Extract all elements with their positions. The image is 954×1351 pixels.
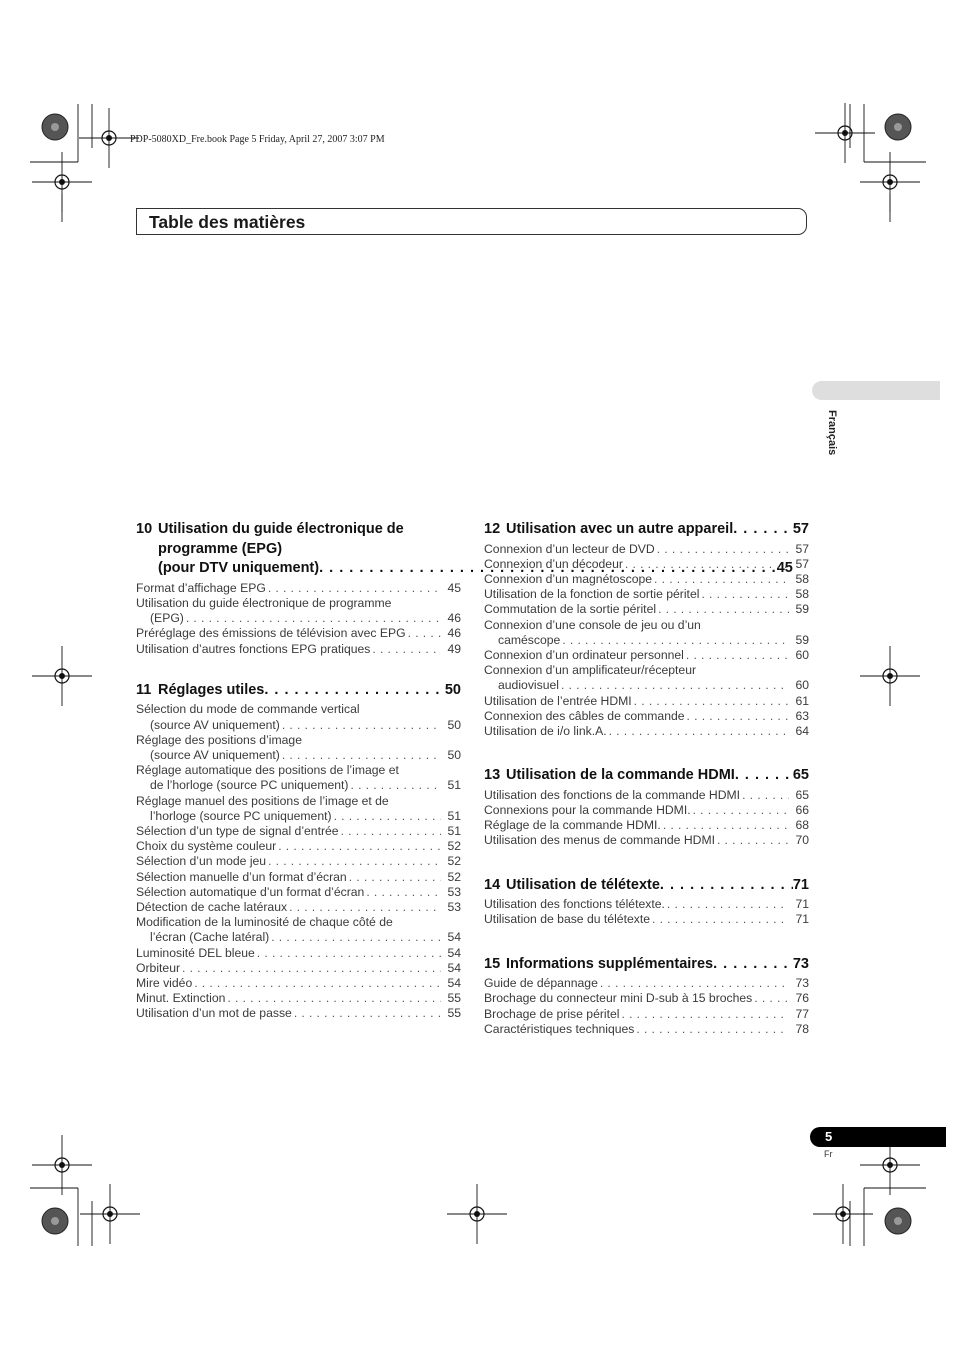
toc-entry-page: 57: [795, 541, 809, 556]
toc-entry[interactable]: [484, 1007, 809, 1022]
toc-entry-text-cont: (source AV uniquement): [150, 748, 280, 762]
dot-leader: [687, 709, 789, 724]
toc-entry-text: Connexion d’un lecteur de DVD: [484, 541, 655, 556]
toc-entry-page: 51: [447, 824, 461, 839]
toc-entry[interactable]: [484, 694, 809, 709]
toc-entry[interactable]: [484, 991, 809, 1006]
toc-entry[interactable]: [136, 824, 461, 839]
dot-leader: [717, 833, 789, 848]
toc-entry-page: 63: [795, 708, 809, 723]
toc-entry[interactable]: [136, 854, 461, 869]
toc-entry[interactable]: [484, 587, 809, 602]
toc-entry[interactable]: [136, 642, 461, 657]
dot-leader: [663, 818, 789, 833]
dot-leader: [182, 961, 441, 976]
toc-entry[interactable]: [484, 833, 809, 848]
toc-entry-page: 61: [795, 693, 809, 708]
toc-entry-page: 59: [795, 632, 809, 647]
dot-leader: [652, 912, 789, 927]
dot-leader: [294, 1006, 441, 1021]
toc-entry-page: 54: [447, 930, 461, 945]
dot-leader: [194, 976, 441, 991]
dot-leader: [268, 854, 441, 869]
toc-entry[interactable]: [484, 818, 809, 833]
toc-entry-text: Utilisation des menus de commande HDMI: [484, 833, 715, 848]
toc-entry-text: Détection de cache latéraux: [136, 900, 288, 915]
dot-leader: [268, 581, 441, 596]
toc-entry-page: 77: [795, 1006, 809, 1021]
toc-section-heading[interactable]: 11 Réglages utiles . . . 50: [136, 681, 461, 701]
dot-leader: [561, 678, 789, 693]
dot-leader: [227, 991, 441, 1006]
toc-entry[interactable]: [136, 991, 461, 1006]
dot-leader: [366, 885, 441, 900]
dot-leader: [372, 642, 441, 657]
toc-entry-page: 50: [447, 748, 461, 762]
toc-section-heading[interactable]: 15 Informations supplémentaires . . . 73: [484, 955, 809, 975]
toc-entry-page: 64: [795, 724, 809, 739]
toc-entry-text: Luminosité DEL bleue: [136, 945, 255, 960]
dot-leader: [667, 897, 789, 912]
dot-leader: [271, 930, 441, 945]
toc-entries: [136, 581, 461, 657]
dot-leader: [636, 1022, 789, 1037]
toc-entry-text: Choix du système couleur: [136, 839, 277, 854]
toc-entry[interactable]: [136, 946, 461, 961]
toc-entry[interactable]: [484, 788, 809, 803]
toc-entry-text: Réglage automatique des positions de l’image et: [136, 763, 399, 778]
toc-entry[interactable]: [484, 803, 809, 818]
toc-entry-text-cont: l’écran (Cache latéral): [150, 930, 270, 945]
toc-entry-text: Connexion d’un amplificateur/récepteur: [484, 663, 697, 678]
toc-entry[interactable]: [484, 709, 809, 724]
toc-entry[interactable]: [136, 733, 461, 763]
toc-entry-text: Utilisation d’un mot de passe: [136, 1006, 292, 1021]
language-label: Français: [826, 410, 838, 456]
dot-leader: [634, 694, 789, 709]
toc-section-14: [484, 876, 809, 928]
toc-entry-text: Orbiteur: [136, 960, 181, 975]
toc-entry-text: Sélection manuelle d’un format d’écran: [136, 869, 347, 884]
toc-entry[interactable]: [484, 648, 809, 663]
toc-entry[interactable]: [136, 885, 461, 900]
toc-entry-text: Sélection d’un mode jeu: [136, 854, 267, 869]
toc-entry[interactable]: [136, 702, 461, 732]
toc-entry-text-cont: audiovisuel: [498, 678, 559, 693]
page-language-code: Fr: [824, 1149, 833, 1159]
toc-entry-page: 50: [447, 717, 461, 732]
dot-leader: [754, 991, 789, 1006]
toc-entry[interactable]: [484, 1022, 809, 1037]
toc-entry-page: 71: [795, 897, 809, 912]
toc-entry-page: 51: [447, 778, 461, 793]
dot-leader: [349, 870, 441, 885]
toc-entry-text-cont: l’horloge (source PC uniquement): [150, 808, 332, 823]
toc-entry-page: 52: [447, 869, 461, 884]
toc-section-heading[interactable]: 14 Utilisation de télétexte . . . 71: [484, 876, 809, 896]
toc-entry-text: Préréglage des émissions de télévision avec EPG: [136, 626, 406, 641]
dot-leader: [657, 542, 789, 557]
dot-leader: [562, 633, 789, 648]
toc-entry-text: Sélection d’un type de signal d’entrée: [136, 824, 339, 839]
toc-entry-text: Guide de dépannage: [484, 976, 598, 991]
toc-entry[interactable]: [484, 976, 809, 991]
toc-entry-text: Connexion d’un décodeur: [484, 556, 623, 571]
toc-entry-text: Connexions pour la commande HDMI.: [484, 803, 691, 818]
toc-entry-text: Utilisation de i/o link.A.: [484, 724, 607, 739]
toc-entry[interactable]: [136, 839, 461, 854]
toc-entry-page: 51: [447, 808, 461, 823]
toc-entry-page: 65: [795, 787, 809, 802]
toc-entry-page: 55: [447, 1006, 461, 1021]
dot-leader: [408, 626, 441, 641]
toc-entry-text: Brochage de prise péritel: [484, 1006, 620, 1021]
toc-section-13: [484, 766, 809, 848]
toc-entry-page: 45: [447, 580, 461, 595]
toc-entry-text: Utilisation de l’entrée HDMI: [484, 693, 632, 708]
toc-entry-page: 52: [447, 854, 461, 869]
toc-entries: [484, 542, 809, 740]
page-title: Table des matières: [149, 212, 306, 232]
toc-entry-page: 71: [795, 912, 809, 927]
toc-entry[interactable]: [484, 912, 809, 927]
toc-entry-page: 60: [795, 648, 809, 663]
dot-leader: [334, 809, 441, 824]
toc-section-heading[interactable]: 12 Utilisation avec un autre appareil . . . 57: [484, 520, 809, 540]
toc-entry[interactable]: [136, 1006, 461, 1021]
toc-entry-page: 57: [795, 556, 809, 571]
dot-leader: [609, 724, 789, 739]
toc-entry-text: Modification de la luminosité de chaque côté de: [136, 915, 393, 930]
toc-entry-page: 53: [447, 900, 461, 915]
toc-entry[interactable]: [136, 900, 461, 915]
toc-entry[interactable]: [484, 557, 809, 572]
toc-section-12: [484, 520, 809, 739]
toc-entry-page: 58: [795, 572, 809, 586]
dot-leader: [600, 976, 789, 991]
toc-entry-page: 60: [795, 678, 809, 693]
toc-entry-page: 52: [447, 839, 461, 854]
toc-entry-text: Sélection du mode de commande vertical: [136, 702, 360, 717]
dot-leader: [289, 900, 441, 915]
toc-entry-text-cont: caméscope: [498, 632, 561, 647]
toc-entry-page: 46: [447, 626, 461, 641]
toc-entry[interactable]: [484, 572, 809, 587]
toc-section-heading[interactable]: 10 Utilisation du guide électronique de programme (EPG) (pour DTV uniquement) . . . 45: [136, 520, 461, 579]
dot-leader: [654, 572, 789, 587]
print-info: PDP-5080XD_Fre.book Page 5 Friday, April 27, 2007 3:07 PM: [130, 134, 385, 145]
toc-entry-text-cont: de l’horloge (source PC uniquement): [150, 778, 349, 793]
dot-leader: [625, 557, 789, 572]
dot-leader: [622, 1007, 790, 1022]
toc-entries: [136, 702, 461, 1021]
toc-entry-text: Mire vidéo: [136, 976, 193, 991]
toc-entry-text-cont: (source AV uniquement): [150, 717, 280, 732]
toc-entry-page: 49: [447, 641, 461, 656]
toc-entry-page: 76: [795, 991, 809, 1006]
toc-entry-text: Utilisation du guide électronique de programme: [136, 595, 392, 610]
toc-entry[interactable]: [484, 897, 809, 912]
toc-section-11: [136, 681, 461, 1022]
dot-leader: [658, 602, 789, 617]
dot-leader: [693, 803, 789, 818]
toc-entry-text: Connexion d’un magnétoscope: [484, 572, 653, 586]
toc-entry[interactable]: [136, 961, 461, 976]
toc-entry-text: Utilisation des fonctions télétexte.: [484, 897, 665, 912]
toc-entry[interactable]: [136, 581, 461, 596]
toc-entry[interactable]: [484, 602, 809, 617]
toc-entry-page: 73: [795, 976, 809, 991]
toc-entry-text: Utilisation des fonctions de la commande HDMI: [484, 787, 741, 802]
toc-entry-text: Utilisation de base du télétexte: [484, 912, 650, 927]
dot-leader: [186, 611, 441, 626]
dot-leader: [282, 718, 441, 733]
toc-entry-text: Connexion des câbles de commande: [484, 708, 685, 723]
toc-entries: [484, 897, 809, 927]
dot-leader: [742, 788, 789, 803]
toc-entry-page: 70: [795, 833, 809, 848]
toc-entry[interactable]: [136, 763, 461, 793]
toc-entry-text: Connexion d’un ordinateur personnel: [484, 648, 684, 663]
toc-entry-page: 68: [795, 818, 809, 833]
language-tab: [812, 381, 940, 400]
toc-entry[interactable]: [484, 618, 809, 648]
toc-entry[interactable]: [484, 663, 809, 693]
dot-leader: [282, 748, 441, 763]
toc-entry-text: Commutation de la sortie péritel: [484, 602, 657, 617]
toc-entry-text: Brochage du connecteur mini D-sub à 15 broches: [484, 991, 753, 1006]
toc-entry[interactable]: [136, 870, 461, 885]
toc-entry-page: 53: [447, 884, 461, 899]
toc-entry[interactable]: [136, 915, 461, 945]
toc-entry-page: 78: [795, 1021, 809, 1036]
toc-entry-text: Réglage manuel des positions de l’image et de: [136, 793, 389, 808]
toc-entry-text: Réglage de la commande HDMI.: [484, 818, 661, 833]
toc-section-heading[interactable]: 13 Utilisation de la commande HDMI . . . 65: [484, 766, 809, 786]
toc-entry-text: Utilisation de la fonction de sortie péritel: [484, 587, 700, 602]
toc-entry[interactable]: [136, 976, 461, 991]
toc-entry-text: Caractéristiques techniques: [484, 1021, 635, 1036]
toc-entry-text-cont: (EPG): [150, 611, 184, 626]
page-number: 5: [825, 1129, 833, 1144]
toc-entry-page: 58: [795, 587, 809, 602]
toc-entry[interactable]: [136, 794, 461, 824]
toc-entry-text: Format d’affichage EPG: [136, 580, 266, 595]
toc-entries: [484, 976, 809, 1037]
dot-leader: [686, 648, 789, 663]
toc-entry-page: 46: [447, 611, 461, 626]
toc-entry-page: 54: [447, 976, 461, 991]
toc-entry-text: Utilisation d’autres fonctions EPG pratiques: [136, 641, 371, 656]
toc-entry-text: Minut. Extinction: [136, 991, 226, 1006]
toc-entries: [484, 788, 809, 849]
dot-leader: [278, 839, 441, 854]
dot-leader: [351, 778, 442, 793]
toc-entry-text: Réglage des positions d’image: [136, 732, 302, 747]
toc-entry[interactable]: [484, 542, 809, 557]
title-bar: [136, 208, 807, 235]
toc-entry[interactable]: [484, 724, 809, 739]
toc-entry-text: Connexion d’une console de jeu ou d’un: [484, 617, 701, 632]
toc-column-right: [484, 520, 809, 1051]
toc-entry-text: Sélection automatique d’un format d’écran: [136, 884, 365, 899]
dot-leader: [701, 587, 789, 602]
toc-entry[interactable]: [136, 626, 461, 641]
toc-entry-page: 59: [795, 602, 809, 617]
dot-leader: [257, 946, 441, 961]
toc-entry-page: 54: [447, 960, 461, 975]
toc-entry-page: 54: [447, 945, 461, 960]
toc-entry[interactable]: [136, 596, 461, 626]
dot-leader: [341, 824, 441, 839]
toc-entry-page: 66: [795, 803, 809, 818]
toc-entry-page: 55: [447, 991, 461, 1006]
toc-section-15: [484, 955, 809, 1037]
